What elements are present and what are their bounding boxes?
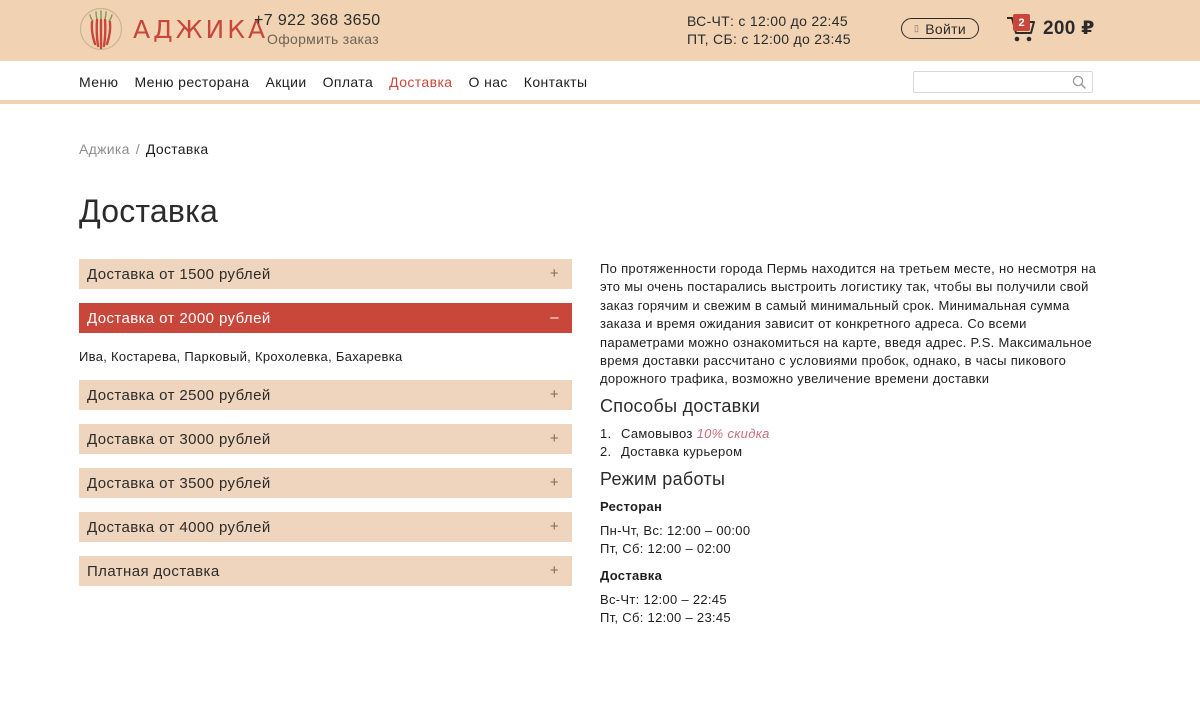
breadcrumb-separator: / [135, 141, 140, 157]
plus-icon: + [549, 386, 559, 403]
page-title: Доставка [79, 193, 219, 229]
nav-bar [0, 61, 1200, 104]
accordion-item-1500[interactable] [79, 259, 572, 289]
nav-item-promotions[interactable]: Акции [265, 74, 307, 90]
plus-icon: + [549, 518, 559, 535]
nav-item-restaurant-menu[interactable]: Меню ресторана [134, 74, 250, 90]
logo-text: АДЖИКА [133, 14, 269, 44]
delivery-description: По протяженности города Пермь находится на третьем месте, но несмотря на это мы очень постарались выстроить логистику так, чтобы вы получили свой заказ горячим и свежим в самый минимальный срок. Минимальная сумма заказа и время ожидания зависит от конкретного адреса. Со всеми параметрами можно ознакомиться на карте, введя адрес. P.S. Максимальное время доставки рассчитано с условиями пробок, однако, в часы пикового дорожного трафика, возможно увеличение времени доставки [600, 261, 1097, 387]
logo[interactable] [79, 7, 268, 51]
order-link[interactable]: Оформить заказ [267, 31, 379, 47]
breadcrumb-home[interactable]: Аджика [79, 141, 130, 157]
delivery-hours-line: Пт, Сб: 12:00 – 23:45 [600, 610, 731, 626]
accordion-label: Доставка от 3500 рублей [87, 474, 271, 492]
breadcrumb-current: Доставка [145, 141, 209, 157]
restaurant-hours [600, 522, 1100, 559]
method-courier: Доставка курьером [621, 444, 743, 460]
discount-note: 10% скидка [696, 425, 770, 441]
accordion-label: Доставка от 3000 рублей [87, 430, 271, 448]
list-number: 2. [600, 444, 612, 460]
accordion-item-3000[interactable] [79, 424, 572, 454]
delivery-methods-list [600, 425, 1100, 462]
plus-icon: + [549, 265, 559, 282]
nav-item-about[interactable]: О нас [468, 74, 508, 90]
accordion-label: Доставка от 1500 рублей [87, 265, 271, 283]
restaurant-hours-line: Пн-Чт, Вс: 12:00 – 00:00 [600, 522, 751, 538]
minus-icon: – [550, 309, 559, 326]
accordion-label: Доставка от 2500 рублей [87, 386, 271, 404]
delivery-hours [600, 591, 1100, 628]
header-hours-weekdays: ВС-ЧТ: с 12:00 до 22:45 [687, 13, 848, 29]
accordion-item-3500[interactable] [79, 468, 572, 498]
accordion-label: Доставка от 2000 рублей [87, 309, 271, 327]
main-nav [79, 74, 603, 90]
plus-icon: + [549, 430, 559, 447]
nav-item-delivery[interactable]: Доставка [389, 74, 453, 90]
list-item [600, 443, 1100, 462]
nav-item-menu[interactable]: Меню [79, 74, 119, 90]
header-hours-weekend: ПТ, СБ: с 12:00 до 23:45 [687, 31, 851, 47]
delivery-info [600, 260, 1100, 628]
phone-number[interactable]: +7 922 368 3650 [254, 12, 381, 29]
search-box [913, 71, 1093, 93]
list-number: 1. [600, 425, 612, 441]
delivery-zones-accordion [79, 259, 572, 600]
breadcrumb [79, 141, 208, 157]
accordion-label: Платная доставка [87, 562, 220, 580]
accordion-item-2500[interactable] [79, 380, 572, 410]
login-label: Войти [925, 20, 966, 37]
methods-heading: Способы доставки [600, 395, 761, 416]
accordion-content-2000: Ива, Костарева, Парковый, Крохолевка, Бахаревка [79, 349, 403, 364]
accordion-label: Доставка от 4000 рублей [87, 518, 271, 536]
nav-item-contacts[interactable]: Контакты [523, 74, 588, 90]
list-item [600, 425, 1100, 444]
method-pickup: Самовывоз [621, 425, 693, 441]
schedule-heading: Режим работы [600, 468, 726, 489]
restaurant-hours-line: Пт, Сб: 12:00 – 02:00 [600, 541, 731, 557]
delivery-hours-line: Вс-Чт: 12:00 – 22:45 [600, 591, 727, 607]
restaurant-heading: Ресторан [600, 498, 663, 514]
search-icon[interactable] [1072, 75, 1086, 89]
cart-total[interactable]: 200 ₽ [1043, 18, 1095, 39]
cart-count-badge: 2 [1013, 14, 1030, 31]
door-icon: ▯ [914, 23, 920, 33]
delivery-heading: Доставка [600, 567, 663, 583]
accordion-item-4000[interactable] [79, 512, 572, 542]
search-input[interactable] [920, 72, 1070, 92]
plus-icon: + [549, 562, 559, 579]
nav-item-payment[interactable]: Оплата [322, 74, 374, 90]
header-hours [687, 12, 851, 48]
accordion-item-paid[interactable] [79, 556, 572, 586]
accordion-item-2000[interactable] [79, 303, 572, 333]
login-button[interactable] [901, 18, 979, 39]
plus-icon: + [549, 474, 559, 491]
chili-logo-icon [79, 7, 123, 51]
top-bar [0, 0, 1200, 61]
